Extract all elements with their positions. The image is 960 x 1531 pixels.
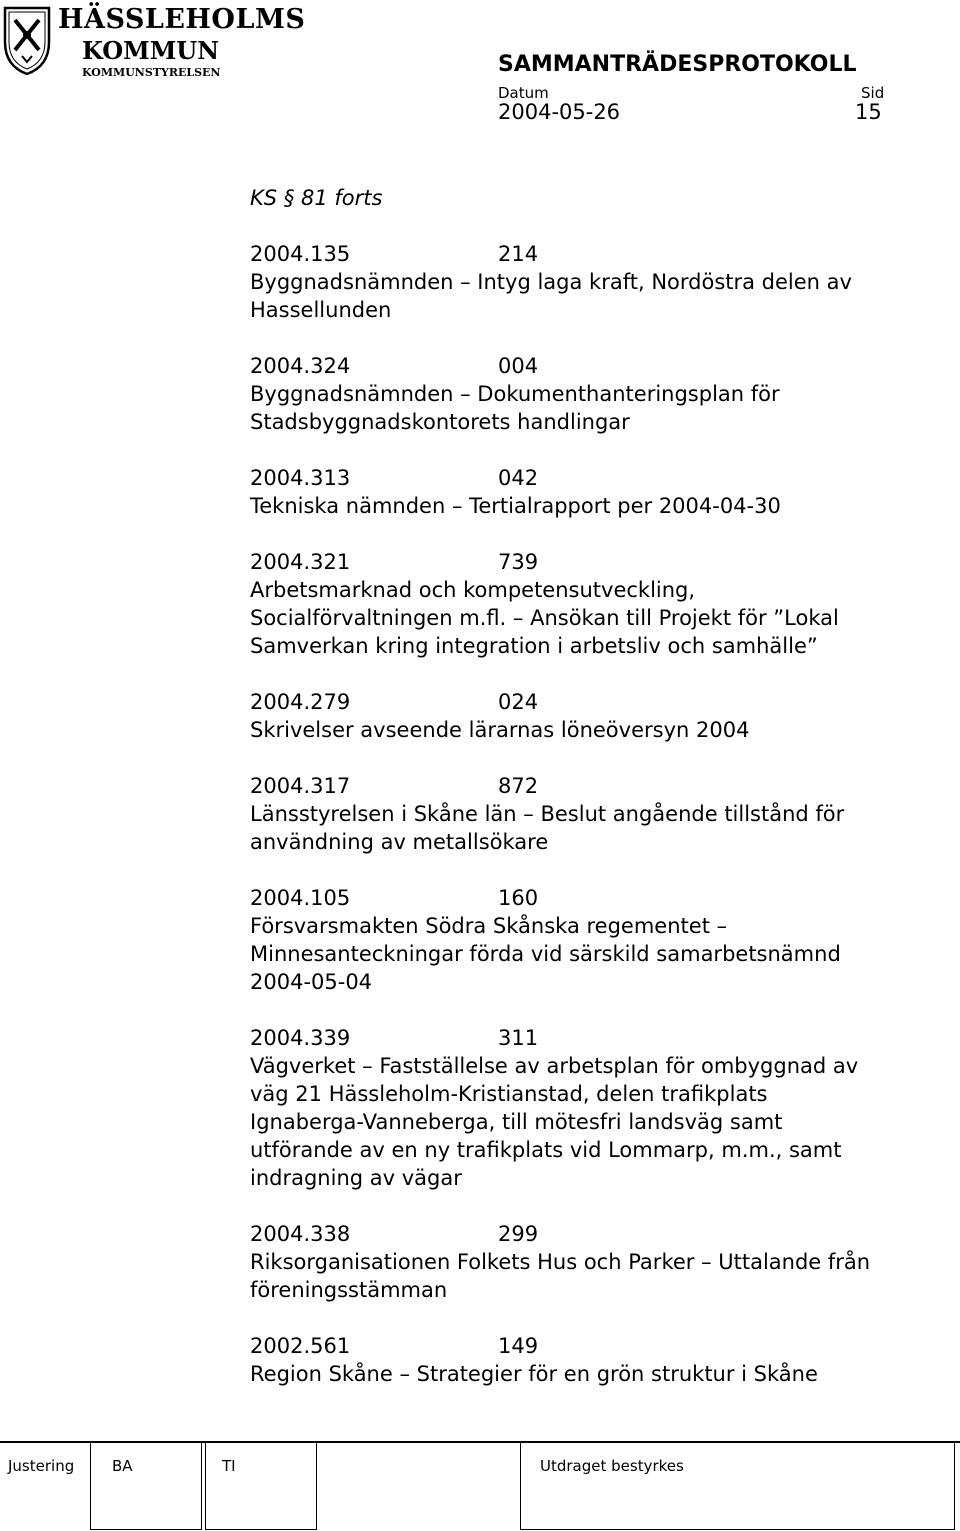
list-item	[250, 688, 950, 744]
item-title-line: Skrivelser avseende lärarnas löneöversyn 2004	[250, 718, 750, 742]
municipality-logo	[2, 4, 306, 80]
date-label: Datum	[498, 84, 549, 102]
archive-code: 024	[498, 690, 539, 714]
archive-code: 004	[498, 354, 539, 378]
section-heading: KS § 81 forts	[250, 186, 383, 210]
item-reference-line	[250, 884, 950, 912]
case-number: 2004.105	[250, 886, 351, 910]
logo-name-line1: HÄSSLEHOLMS	[58, 4, 306, 35]
item-reference-line	[250, 772, 950, 800]
item-title-line: Riksorganisationen Folkets Hus och Parker – Uttalande från	[250, 1250, 871, 1274]
coat-of-arms-icon	[2, 4, 52, 76]
signature-box-1	[90, 1443, 202, 1530]
case-number: 2004.313	[250, 466, 351, 490]
case-number: 2002.561	[250, 1334, 351, 1358]
archive-code: 042	[498, 466, 539, 490]
item-title-line: Samverkan kring integration i arbetsliv och samhälle”	[250, 634, 818, 658]
item-title-line: indragning av vägar	[250, 1166, 462, 1190]
item-title-line: användning av metallsökare	[250, 830, 549, 854]
case-number: 2004.338	[250, 1222, 351, 1246]
list-item	[250, 464, 950, 520]
item-title-line: utförande av en ny trafikplats vid Lommarp, m.m., samt	[250, 1138, 842, 1162]
list-item	[250, 240, 950, 324]
list-item	[250, 1220, 950, 1304]
archive-code: 872	[498, 774, 539, 798]
item-title-line: Byggnadsnämnden – Intyg laga kraft, Nordöstra delen av	[250, 270, 852, 294]
logo-name-line2: KOMMUN	[82, 36, 220, 65]
item-reference-line	[250, 688, 950, 716]
case-number: 2004.339	[250, 1026, 351, 1050]
archive-code: 214	[498, 242, 539, 266]
case-number: 2004.135	[250, 242, 351, 266]
item-title-line: Minnesanteckningar förda vid särskild samarbetsnämnd	[250, 942, 841, 966]
list-item	[250, 352, 950, 436]
justering-initials-2: TI	[222, 1457, 236, 1475]
item-title-line: 2004-05-04	[250, 970, 373, 994]
item-title-line: Vägverket – Fastställelse av arbetsplan för ombyggnad av	[250, 1054, 859, 1078]
list-item	[250, 772, 950, 856]
archive-code: 311	[498, 1026, 539, 1050]
case-number: 2004.279	[250, 690, 351, 714]
justering-initials-1: BA	[112, 1457, 133, 1475]
archive-code: 160	[498, 886, 539, 910]
item-reference-line	[250, 548, 950, 576]
protocol-body	[250, 184, 950, 1416]
document-title: SAMMANTRÄDESPROTOKOLL	[498, 52, 857, 77]
archive-code: 149	[498, 1334, 539, 1358]
item-title-line: Länsstyrelsen i Skåne län – Beslut angående tillstånd för	[250, 802, 845, 826]
justering-label: Justering	[8, 1457, 75, 1475]
item-reference-line	[250, 352, 950, 380]
item-title-line: Stadsbyggnadskontorets handlingar	[250, 410, 630, 434]
item-title-line: Region Skåne – Strategier för en grön struktur i Skåne	[250, 1362, 818, 1386]
list-item	[250, 1332, 950, 1388]
item-title-line: Hassellunden	[250, 298, 392, 322]
page-label: Sid	[861, 84, 885, 102]
item-reference-line	[250, 1332, 950, 1360]
item-reference-line	[250, 464, 950, 492]
date-value: 2004-05-26	[498, 100, 621, 124]
case-number: 2004.324	[250, 354, 351, 378]
archive-code: 299	[498, 1222, 539, 1246]
case-number: 2004.321	[250, 550, 351, 574]
item-reference-line	[250, 1024, 950, 1052]
item-reference-line	[250, 240, 950, 268]
item-title-line: väg 21 Hässleholm-Kristianstad, delen trafikplats	[250, 1082, 768, 1106]
logo-subtitle: KOMMUNSTYRELSEN	[82, 66, 221, 79]
extract-certified-label: Utdraget bestyrkes	[540, 1457, 684, 1475]
item-title-line: Försvarsmakten Södra Skånska regementet –	[250, 914, 728, 938]
list-item	[250, 884, 950, 996]
item-title-line: Byggnadsnämnden – Dokumenthanteringsplan för	[250, 382, 780, 406]
page-number: 15	[855, 100, 882, 124]
archive-code: 739	[498, 550, 539, 574]
list-item	[250, 1024, 950, 1192]
item-list	[250, 240, 950, 1388]
item-title-line: Socialförvaltningen m.fl. – Ansökan till Projekt för ”Lokal	[250, 606, 839, 630]
item-reference-line	[250, 1220, 950, 1248]
list-item	[250, 548, 950, 660]
item-title-line: föreningsstämman	[250, 1278, 448, 1302]
item-title-line: Ignaberga-Vanneberga, till mötesfri landsväg samt	[250, 1110, 783, 1134]
item-title-line: Tekniska nämnden – Tertialrapport per 2004-04-30	[250, 494, 781, 518]
case-number: 2004.317	[250, 774, 351, 798]
item-title-line: Arbetsmarknad och kompetensutveckling,	[250, 578, 696, 602]
